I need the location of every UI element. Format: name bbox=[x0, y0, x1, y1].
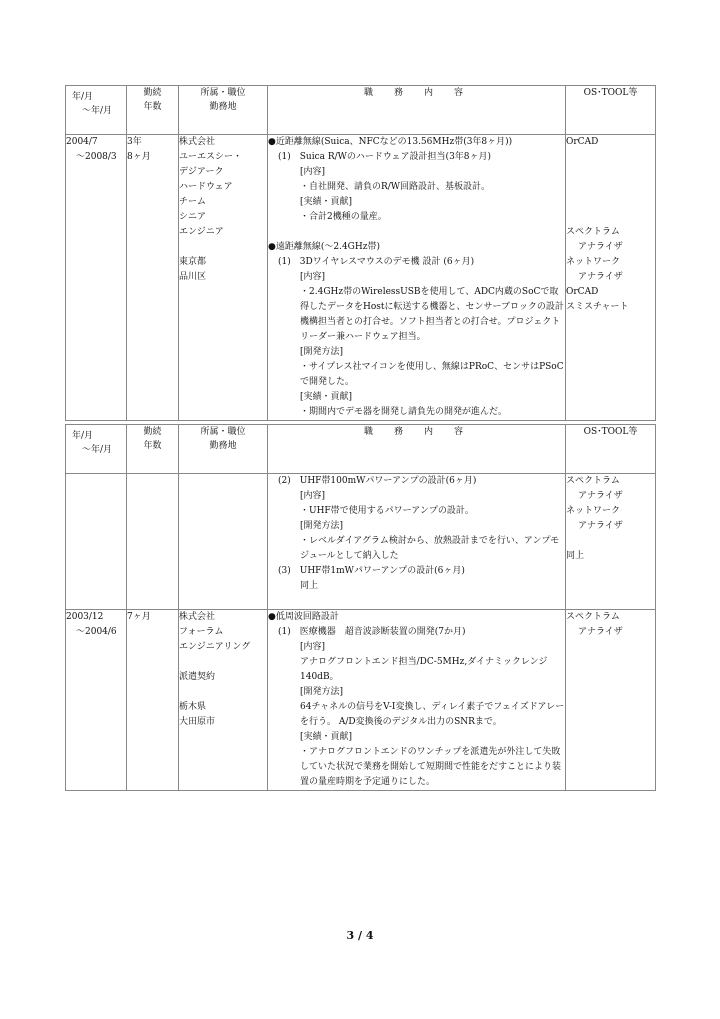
project-item: (1) Suica R/Wのハードウェア設計担当(3年8ヶ月) bbox=[278, 152, 492, 162]
project-item: (1) 医療機器 超音波診断装置の開発(7か月) bbox=[278, 627, 466, 637]
duties-cell: (2) UHF帯100mWパワーアンプの設計(6ヶ月) [内容] ・UHF帯で使用するパワーアンプの設計。 [開発方法] ・レベルダイアグラム検討から、放熱設計までを行い、アンプモジュールとして納入した (3) UHF帯1mWパワーアンプの設計(6ヶ月) 同上 bbox=[268, 474, 566, 610]
header-period: 年/月 ～年/月 bbox=[66, 86, 127, 135]
header-department: 所属・職位 勤務地 bbox=[179, 425, 268, 474]
period-cell: 2003/12 ～2004/6 bbox=[66, 610, 127, 791]
os-tool-cell: スペクトラム アナライザ bbox=[566, 610, 656, 791]
table-header-row bbox=[66, 425, 656, 474]
header-department: 所属・職位 勤務地 bbox=[179, 86, 268, 135]
os-tool-cell: スペクトラム アナライザ ネットワーク アナライザ 同上 bbox=[566, 474, 656, 610]
career-table-2 bbox=[65, 424, 656, 791]
duties-cell: ●低周波回路設計 (1) 医療機器 超音波診断装置の開発(7か月) [内容] アナログフロントエンド担当/DC-5MHz,ダイナミックレンジ140dB。 [開発方法] 64チャネルの信号をV-I変換し、ディレイ素子でフェイズドアレーを行う。 A/D変換後のデジタル出力のSNRまで。 [実績・貢献] ・アナログフロントエンドのワンチップを派遣先が外注して失敗していた状況で業務を開始して短期間で性能をだすことにより装置の量産時期を予定通りにした。 bbox=[268, 610, 566, 791]
table-row bbox=[66, 610, 656, 791]
department-cell: 株式会社 フォーラム エンジニアリング 派遣契約 栃木県 大田原市 bbox=[179, 610, 268, 791]
project-item: (2) UHF帯100mWパワーアンプの設計(6ヶ月) bbox=[278, 476, 477, 486]
section-title: ●低周波回路設計 bbox=[268, 612, 339, 622]
page-number: 3 / 4 bbox=[346, 929, 374, 942]
years-cell bbox=[127, 474, 179, 610]
table-row bbox=[66, 474, 656, 610]
header-years: 勤続 年数 bbox=[127, 86, 179, 135]
department-cell bbox=[179, 474, 268, 610]
period-cell: 2004/7 ～2008/3 bbox=[66, 135, 127, 421]
header-period: 年/月 ～年/月 bbox=[66, 425, 127, 474]
header-years: 勤続 年数 bbox=[127, 425, 179, 474]
years-cell: 7ヶ月 bbox=[127, 610, 179, 791]
header-os-tool: OS･TOOL等 bbox=[566, 425, 656, 474]
os-tool-cell: OrCAD スペクトラム アナライザ ネットワーク アナライザ OrCAD スミスチャート bbox=[566, 135, 656, 421]
section-title: ●近距離無線(Suica、NFCなどの13.56MHz帯(3年8ヶ月)) bbox=[268, 137, 513, 147]
header-duties: 職 務 内 容 bbox=[268, 86, 566, 135]
years-cell: 3年 8ヶ月 bbox=[127, 135, 179, 421]
header-duties: 職 務 内 容 bbox=[268, 425, 566, 474]
table-row bbox=[66, 135, 656, 421]
duties-cell: ●近距離無線(Suica、NFCなどの13.56MHz帯(3年8ヶ月)) (1) Suica R/Wのハードウェア設計担当(3年8ヶ月) [内容] ・自社開発、請負のR/W回路設計、基板設計。 [実績・貢献] ・合計2機種の量産。 ●遠距離無線(～2.4GHz帯) (1) 3Dワイヤレスマウスのデモ機 設計 (6ヶ月) [内容] ・2.4GHz帯のWirelessUSBを使用して、ADC内蔵のSoCで取得したデータをHostに転送する機器と、センサーブロックの設計機構担当者との打合せ。ソフト担当者との打合せ。プロジェクトリーダー兼ハードウェア担当。 [開発方法] ・サイプレス社マイコンを使用し、無線はPRoC、センサはPSoCで開発した。 [実績・貢献] ・期間内でデモ器を開発し請負先の開発が進んだ。 bbox=[268, 135, 566, 421]
career-table-1 bbox=[65, 85, 656, 421]
period-cell bbox=[66, 474, 127, 610]
project-item: (1) 3Dワイヤレスマウスのデモ機 設計 (6ヶ月) bbox=[278, 257, 475, 267]
header-os-tool: OS･TOOL等 bbox=[566, 86, 656, 135]
section-title: ●遠距離無線(～2.4GHz帯) bbox=[268, 242, 380, 252]
department-cell: 株式会社 ユーエスシー・ デジアーク ハードウェア チーム シニア エンジニア 東京都 品川区 bbox=[179, 135, 268, 421]
project-item: (3) UHF帯1mWパワーアンプの設計(6ヶ月) bbox=[278, 566, 465, 576]
table-header-row bbox=[66, 86, 656, 135]
